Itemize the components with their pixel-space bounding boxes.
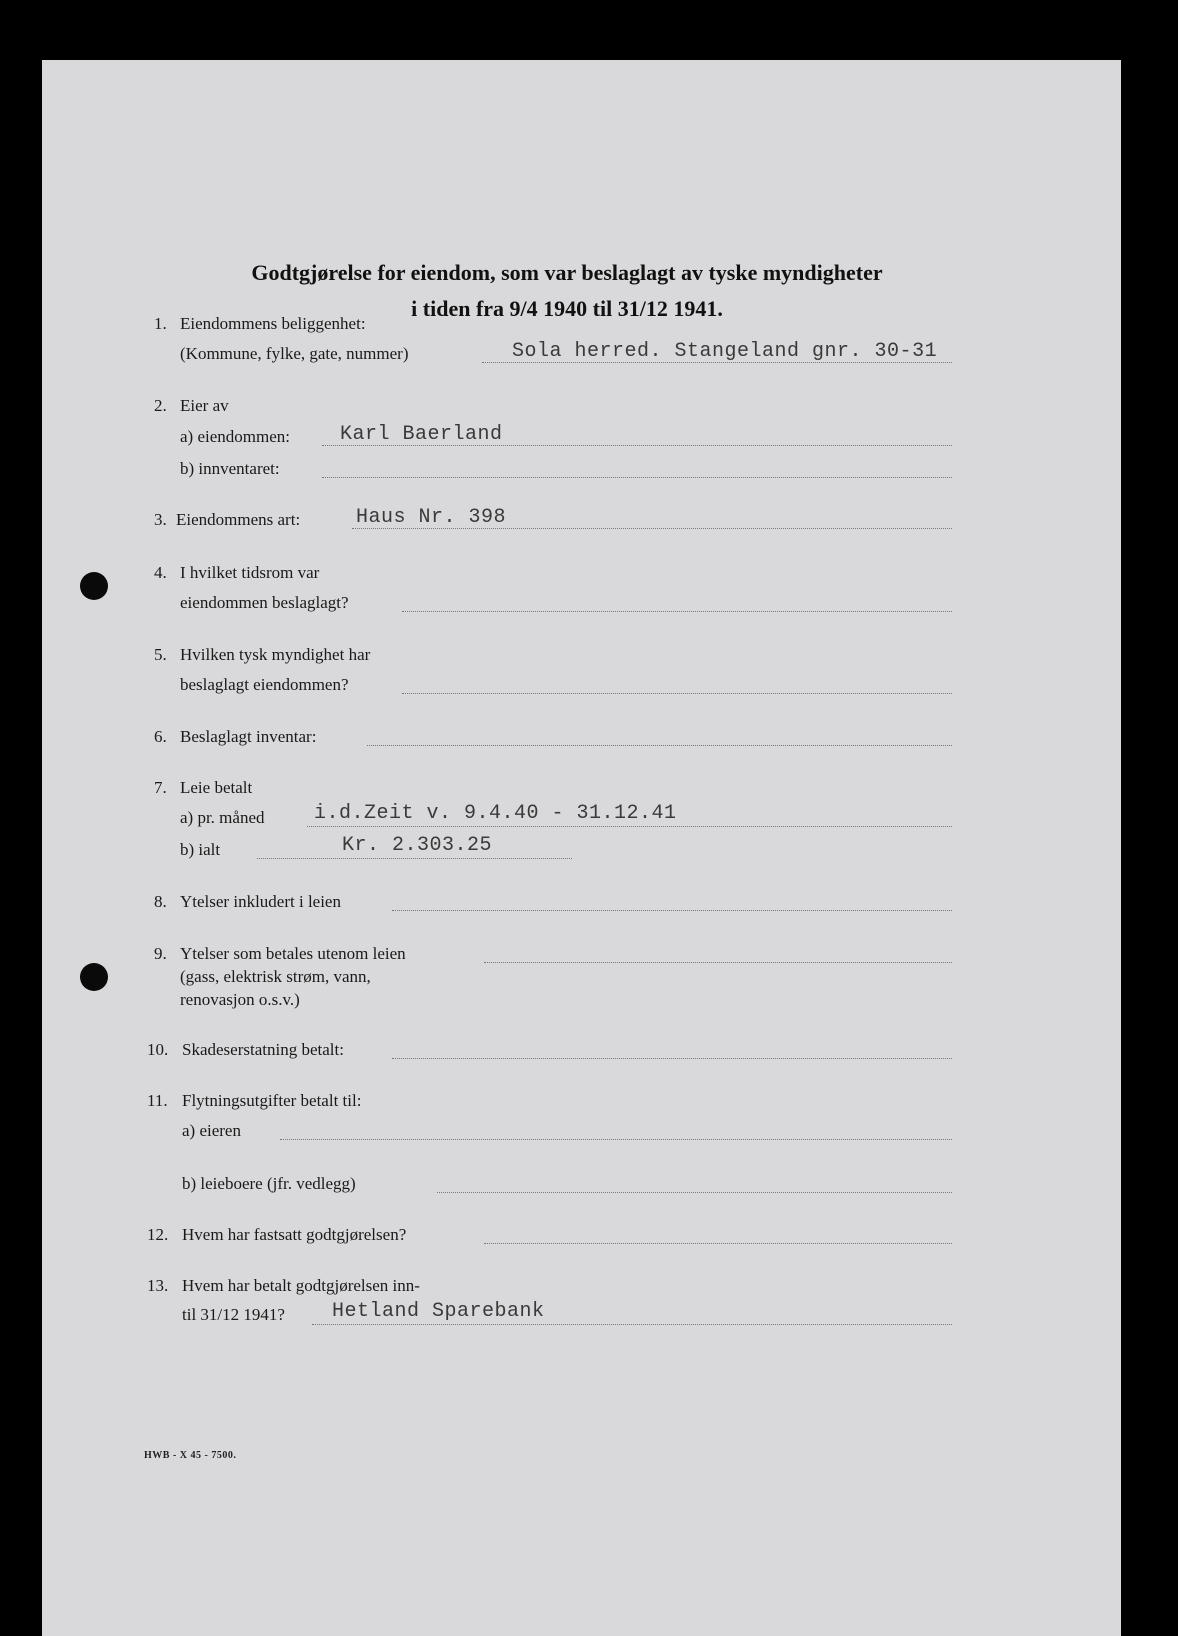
item-label: a) pr. måned (180, 808, 265, 827)
item-label: Eiendommens art: (176, 510, 301, 529)
fill-line (307, 826, 952, 827)
typed-entry: Haus Nr. 398 (356, 506, 507, 529)
typed-entry: Hetland Sparebank (332, 1300, 545, 1323)
fill-line (312, 1324, 952, 1325)
fill-line (484, 1243, 952, 1244)
form-code: HWB - X 45 - 7500. (144, 1450, 237, 1461)
item-number: 5. (154, 645, 167, 664)
item-label: I hvilket tidsrom var (180, 563, 320, 582)
item-number: 8. (154, 892, 167, 911)
item-label: (gass, elektrisk strøm, vann, (180, 967, 371, 986)
item-label: Flytningsutgifter betalt til: (182, 1091, 362, 1110)
item-number: 4. (154, 563, 167, 582)
item-number: 10. (147, 1040, 169, 1059)
item-label: beslaglagt eiendommen? (180, 675, 349, 694)
typed-entry: Kr. 2.303.25 (342, 834, 493, 857)
item-label: Hvem har betalt godtgjørelsen inn- (182, 1276, 420, 1295)
item-label: (Kommune, fylke, gate, nummer) (180, 344, 409, 363)
item-label: a) eieren (182, 1121, 241, 1140)
item-label: Eier av (180, 396, 229, 415)
item-label: Eiendommens beliggenhet: (180, 314, 366, 333)
form-sheet (42, 60, 1121, 1636)
typed-entry: Karl Baerland (340, 423, 503, 446)
item-label: eiendommen beslaglagt? (180, 593, 349, 612)
item-label: renovasjon o.s.v.) (180, 990, 300, 1009)
item-label: b) leieboere (jfr. vedlegg) (182, 1174, 356, 1193)
item-label: Skadeserstatning betalt: (182, 1040, 344, 1059)
item-label: b) innventaret: (180, 459, 280, 478)
punch-hole (80, 963, 108, 991)
fill-line (437, 1192, 952, 1193)
item-number: 1. (154, 314, 167, 333)
item-label: b) ialt (180, 840, 221, 859)
fill-line (392, 1058, 952, 1059)
typed-entry: Sola herred. Stangeland gnr. 30-31 (512, 340, 938, 363)
fill-line (402, 693, 952, 694)
item-number: 13. (147, 1276, 169, 1295)
fill-line (322, 477, 952, 478)
fill-line (402, 611, 952, 612)
item-label: Ytelser inkludert i leien (180, 892, 341, 911)
fill-line (392, 910, 952, 911)
fill-line (484, 962, 952, 963)
item-label: Beslaglagt inventar: (180, 727, 317, 746)
item-number: 6. (154, 727, 167, 746)
item-number: 11. (147, 1091, 168, 1110)
fill-line (280, 1139, 952, 1140)
item-label: Leie betalt (180, 778, 253, 797)
typed-entry: i.d.Zeit v. 9.4.40 - 31.12.41 (314, 802, 677, 825)
item-number: 2. (154, 396, 167, 415)
item-label: Hvilken tysk myndighet har (180, 645, 371, 664)
form-title: Godtgjørelse for eiendom, som var beslaglagt av tyske myndigheter i tiden fra 9/4 1940 til 31/12 1941. (251, 260, 883, 321)
item-label: a) eiendommen: (180, 427, 290, 446)
fill-line (257, 858, 572, 859)
item-number: 3. (154, 510, 167, 529)
item-label: Hvem har fastsatt godtgjørelsen? (182, 1225, 407, 1244)
item-label: Ytelser som betales utenom leien (180, 944, 406, 963)
item-number: 9. (154, 944, 167, 963)
item-label: til 31/12 1941? (182, 1305, 285, 1324)
fill-line (367, 745, 952, 746)
item-number: 12. (147, 1225, 169, 1244)
item-number: 7. (154, 778, 167, 797)
punch-hole (80, 572, 108, 600)
